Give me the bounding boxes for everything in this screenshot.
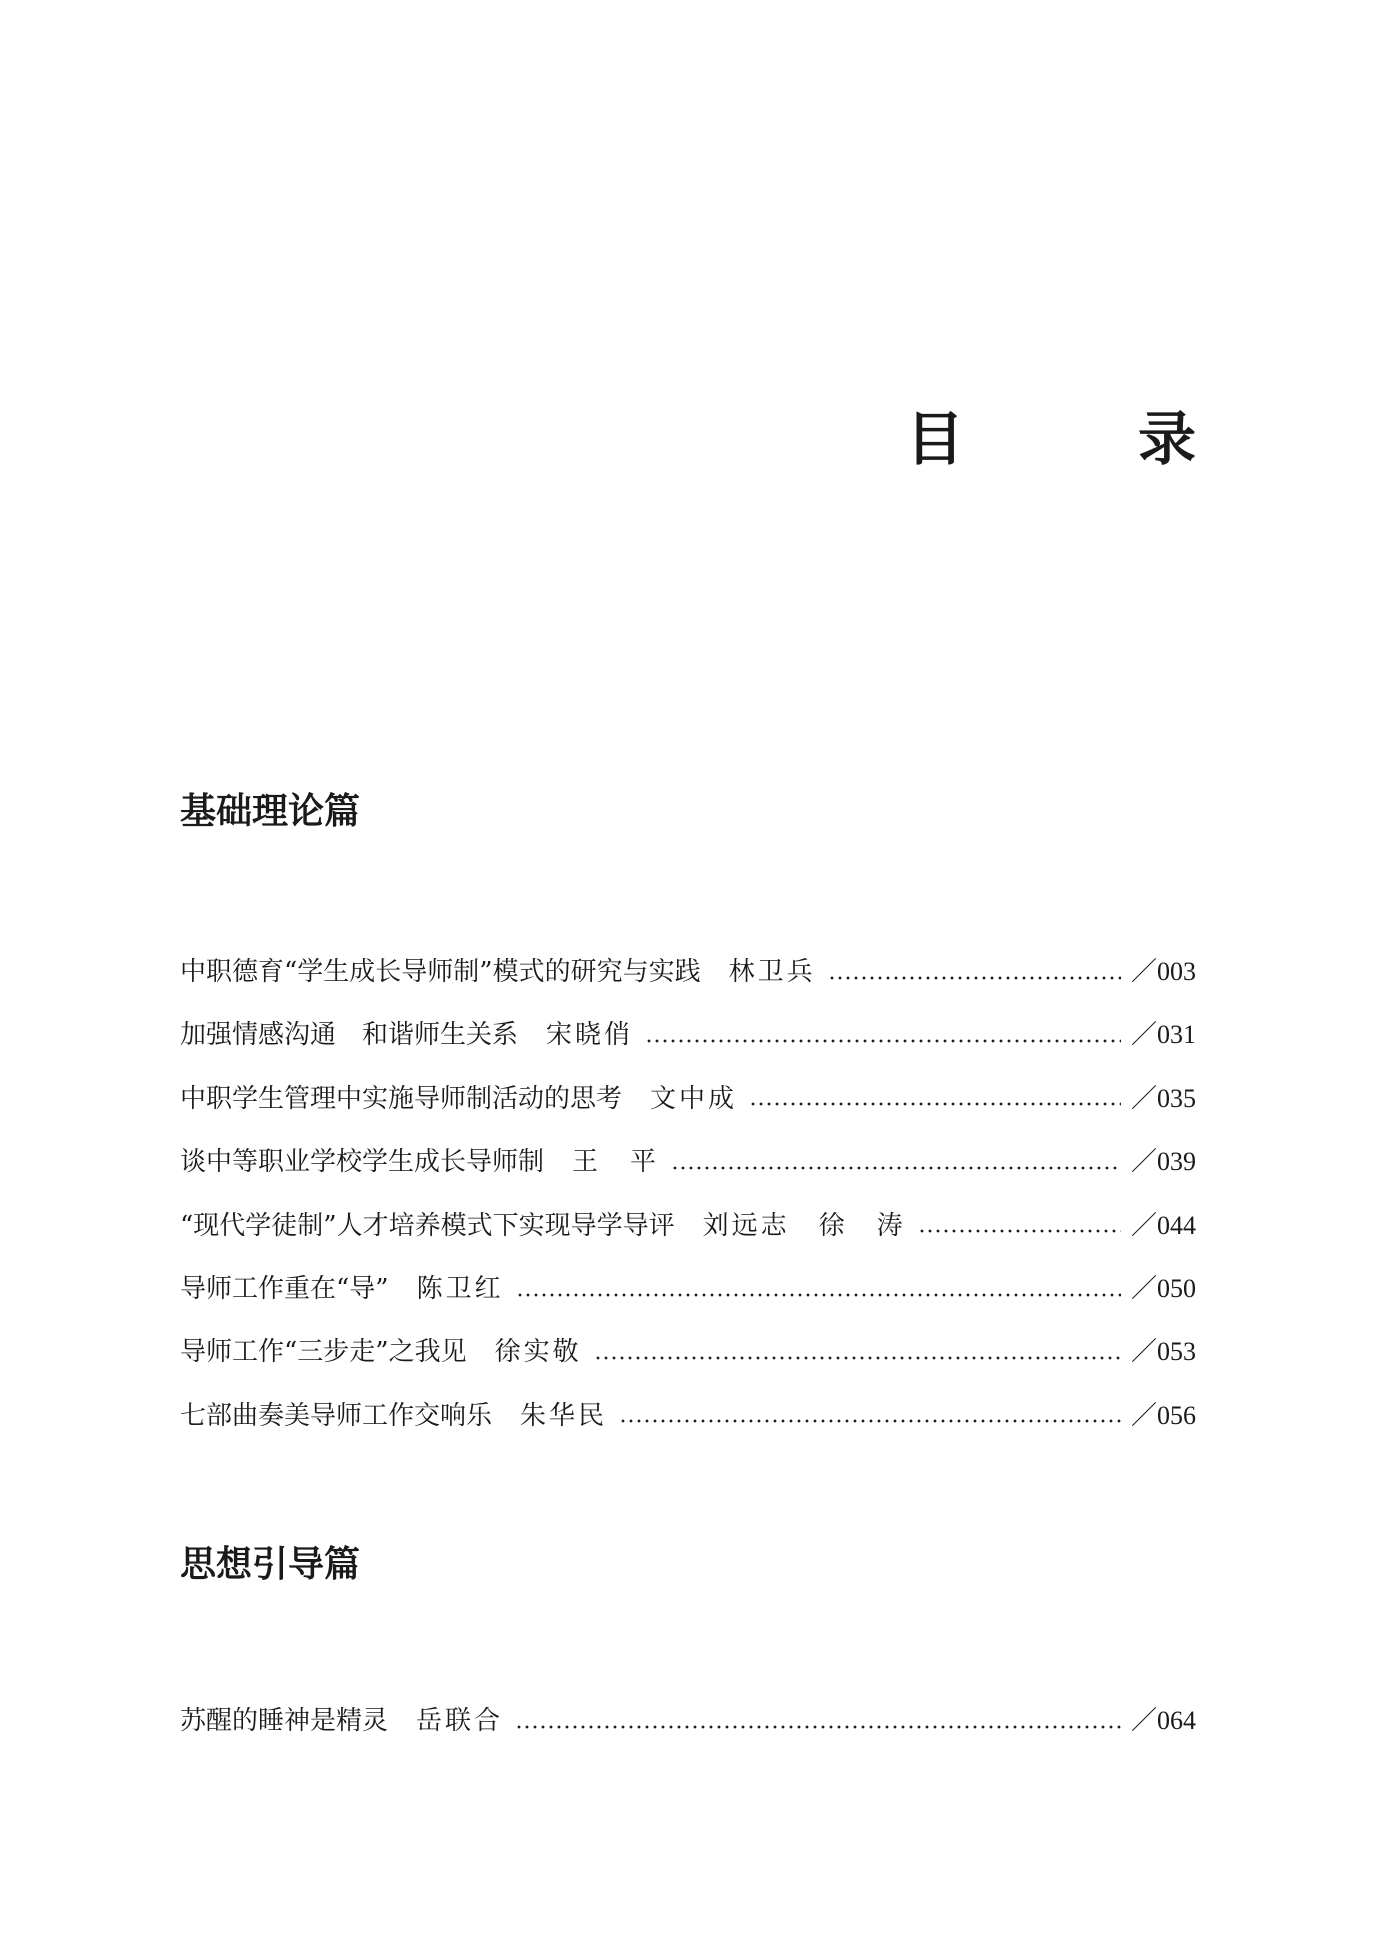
entry-page-number: ／035 [1130,1083,1196,1113]
toc-entry[interactable] [180,1320,1196,1383]
toc-entry[interactable] [180,1257,1196,1320]
dot-leader [645,1039,1121,1043]
dot-leader [671,1166,1121,1170]
entry-author: 文中成 [650,1083,738,1114]
dot-leader [516,1293,1121,1297]
dot-leader [828,976,1121,980]
section-basic-theory [180,790,1196,1431]
entry-title: 导师工作重在“导” [180,1273,389,1304]
toc-entry[interactable] [180,1384,1196,1447]
toc-entry[interactable] [180,1130,1196,1193]
entry-page-number: ／064 [1130,1706,1196,1735]
entry-page-number: ／039 [1130,1147,1196,1177]
section-title: 思想引导篇 [180,1544,361,1585]
entry-author: 林卫兵 [728,957,816,987]
toc-entry[interactable] [180,940,1196,1003]
toc-entry-list [180,940,1196,1447]
entry-page-number: ／031 [1130,1020,1196,1050]
entry-author: 陈卫红 [416,1273,504,1304]
entry-title: “现代学徒制”人才培养模式下实现导学导评 [180,1210,675,1241]
entry-author: 宋晓俏 [546,1020,634,1051]
entry-title: 七部曲奏美导师工作交响乐 [180,1400,493,1431]
toc-entry[interactable] [180,1194,1196,1257]
entry-author: 王 平 [572,1147,660,1178]
entry-page-number: ／056 [1130,1400,1196,1430]
page-title: 目 录 [905,405,1254,473]
entry-author: 朱华民 [520,1400,608,1431]
section-title: 基础理论篇 [180,791,361,832]
entry-title: 导师工作“三步走”之我见 [180,1337,467,1368]
dot-leader [619,1419,1121,1423]
entry-title: 中职德育“学生成长导师制”模式的研究与实践 [180,957,701,987]
toc-entry[interactable] [180,1689,1196,1752]
entry-page-number: ／044 [1130,1210,1196,1240]
dot-leader [594,1356,1121,1360]
dot-leader [918,1229,1121,1233]
entry-author: 徐实敬 [494,1337,582,1368]
entry-author: 刘远志 徐 涛 [702,1210,906,1241]
entry-page-number: ／053 [1130,1337,1196,1367]
entry-title: 中职学生管理中实施导师制活动的思考 [180,1083,623,1114]
toc-entry[interactable] [180,1003,1196,1066]
dot-leader [515,1725,1121,1729]
entry-author: 岳联合 [416,1706,504,1736]
toc-entry[interactable] [180,1067,1196,1130]
entry-title: 苏醒的睡神是精灵 [180,1706,389,1736]
entry-title: 加强情感沟通 和谐师生关系 [180,1020,519,1051]
dot-leader [749,1102,1121,1106]
section-ideological-guidance [180,1543,1196,1736]
entry-title: 谈中等职业学校学生成长导师制 [180,1147,545,1178]
toc-entry-list [180,1689,1196,1752]
entry-page-number: ／003 [1130,957,1196,986]
entry-page-number: ／050 [1130,1273,1196,1303]
